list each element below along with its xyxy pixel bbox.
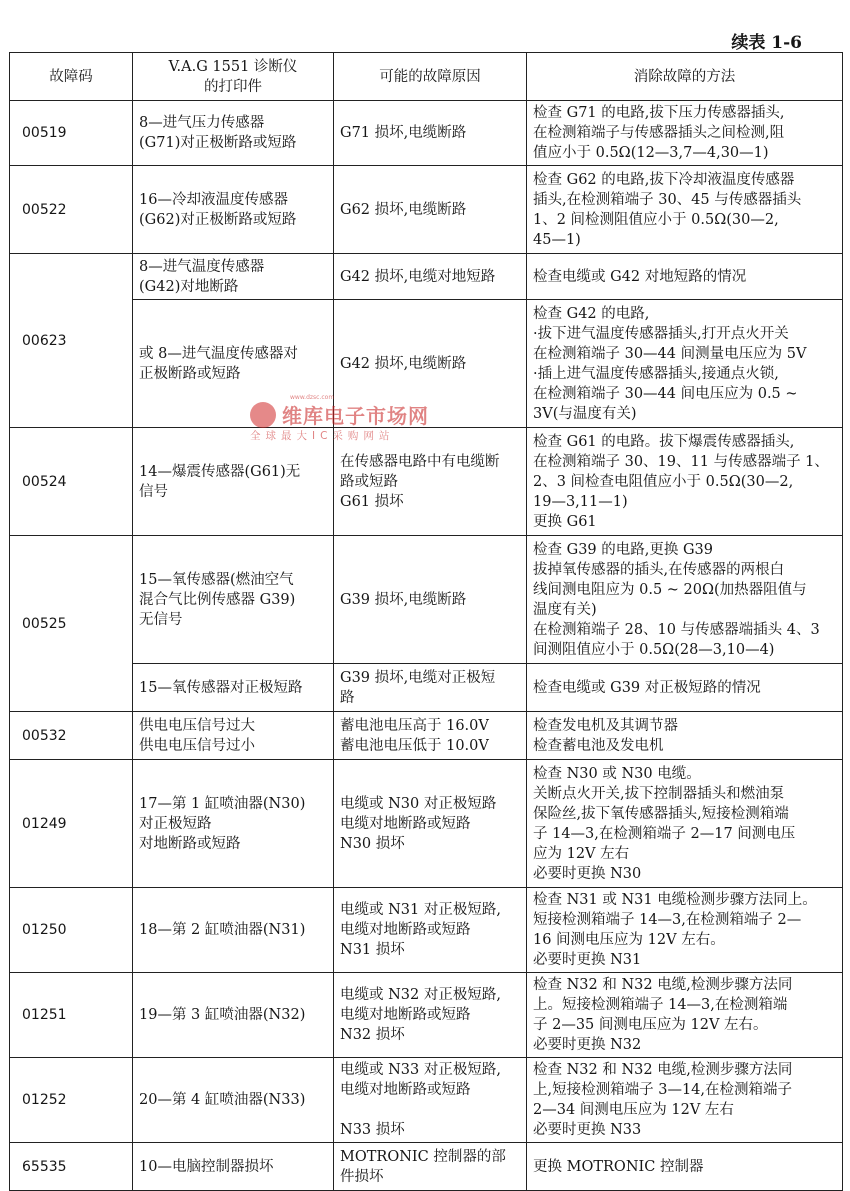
cause-cell: 电缆或 N33 对正极短路, 电缆对地断路或短路 N33 损坏 <box>334 1058 527 1143</box>
table-row <box>10 973 843 1058</box>
printout-cell: 或 8—进气温度传感器对 正极断路或短路 <box>133 300 334 428</box>
fault-code: 01249 <box>10 760 133 888</box>
printout-cell: 15—氧传感器(燃油空气 混合气比例传感器 G39) 无信号 <box>133 536 334 664</box>
table-row <box>10 664 843 712</box>
header-printout: V.A.G 1551 诊断仪 的打印件 <box>133 53 334 101</box>
cause-cell: G39 损坏,电缆断路 <box>334 536 527 664</box>
table-row <box>10 1143 843 1191</box>
watermark <box>250 394 450 444</box>
fault-code: 01250 <box>10 888 133 973</box>
printout-cell: 20—第 4 缸喷油器(N33) <box>133 1058 334 1143</box>
cause-cell: G71 损坏,电缆断路 <box>334 101 527 166</box>
header-row <box>10 53 843 101</box>
printout-cell: 19—第 3 缸喷油器(N32) <box>133 973 334 1058</box>
cause-cell: 电缆或 N31 对正极短路, 电缆对地断路或短路 N31 损坏 <box>334 888 527 973</box>
cause-cell: 电缆或 N32 对正极短路, 电缆对地断路或短路 N32 损坏 <box>334 973 527 1058</box>
fault-code: 01251 <box>10 973 133 1058</box>
remedy-cell: 检查电缆或 G42 对地短路的情况 <box>527 254 843 300</box>
remedy-cell: 检查 G42 的电路, ·拔下进气温度传感器插头,打开点火开关 在检测箱端子 30—44 间测量电压应为 5V ·插上进气温度传感器插头,接通点火锁, 在检测箱端子 30—44 间电压应为 0.5 ~ 3V(与温度有关) <box>527 300 843 428</box>
watermark-logo-icon <box>250 402 276 428</box>
printout-cell: 14—爆震传感器(G61)无 信号 <box>133 428 334 536</box>
cause-cell: 蓄电池电压高于 16.0V 蓄电池电压低于 10.0V <box>334 712 527 760</box>
table-row <box>10 1058 843 1143</box>
fault-code: 00532 <box>10 712 133 760</box>
fault-code: 00623 <box>10 254 133 428</box>
printout-cell: 8—进气压力传感器 (G71)对正极断路或短路 <box>133 101 334 166</box>
remedy-cell: 检查电缆或 G39 对正极短路的情况 <box>527 664 843 712</box>
table-row <box>10 712 843 760</box>
remedy-cell: 检查 G39 的电路,更换 G39 拔掉氧传感器的插头,在传感器的两根白 线间测电阻应为 0.5 ~ 20Ω(加热器阻值与 温度有关) 在检测箱端子 28、10 与传感器端插头 4、3 间测阻值应小于 0.5Ω(28—3,10—4) <box>527 536 843 664</box>
fault-code: 65535 <box>10 1143 133 1191</box>
fault-code-table <box>9 52 843 1191</box>
remedy-cell: 检查 N32 和 N32 电缆,检测步骤方法同 上。短接检测箱端子 14—3,在检测箱端 子 2—35 间测电压应为 12V 左右。 必要时更换 N32 <box>527 973 843 1058</box>
header-cause: 可能的故障原因 <box>334 53 527 101</box>
table-row <box>10 166 843 254</box>
table-row <box>10 254 843 300</box>
cause-cell: MOTRONIC 控制器的部 件损坏 <box>334 1143 527 1191</box>
remedy-cell: 检查 N32 和 N32 电缆,检测步骤方法同 上,短接检测箱端子 3—14,在检测箱端子 2—34 间测电压应为 12V 左右 必要时更换 N33 <box>527 1058 843 1143</box>
header-remedy: 消除故障的方法 <box>527 53 843 101</box>
fault-code: 00525 <box>10 536 133 712</box>
watermark-url: www.dzsc.com <box>290 394 335 401</box>
watermark-title: 维库电子市场网 <box>282 404 429 428</box>
fault-code: 00519 <box>10 101 133 166</box>
watermark-subtitle: 全球最大IC采购网站 <box>250 430 395 442</box>
printout-cell: 18—第 2 缸喷油器(N31) <box>133 888 334 973</box>
printout-cell: 17—第 1 缸喷油器(N30) 对正极短路 对地断路或短路 <box>133 760 334 888</box>
table-row <box>10 760 843 888</box>
cause-cell: 电缆或 N30 对正极短路 电缆对地断路或短路 N30 损坏 <box>334 760 527 888</box>
remedy-cell: 检查 G62 的电路,拔下冷却液温度传感器 插头,在检测箱端子 30、45 与传感器插头 1、2 间检测阻值应小于 0.5Ω(30—2, 45—1) <box>527 166 843 254</box>
table-caption: 续表 1-6 <box>731 33 802 53</box>
cause-cell: G42 损坏,电缆对地短路 <box>334 254 527 300</box>
remedy-cell: 检查 N31 或 N31 电缆检测步骤方法同上。 短接检测箱端子 14—3,在检测箱端子 2— 16 间测电压应为 12V 左右。 必要时更换 N31 <box>527 888 843 973</box>
remedy-cell: 检查 G61 的电路。拔下爆震传感器插头, 在检测箱端子 30、19、11 与传感器端子 1、 2、3 间检查电阻值应小于 0.5Ω(30—2, 19—3,11—1) 更换 G61 <box>527 428 843 536</box>
fault-code: 00524 <box>10 428 133 536</box>
remedy-cell: 检查 N30 或 N30 电缆。 关断点火开关,拔下控制器插头和燃油泵 保险丝,拔下氧传感器插头,短接检测箱端 子 14—3,在检测箱端子 2—17 间测电压 应为 12V 左右 必要时更换 N30 <box>527 760 843 888</box>
remedy-cell: 检查 G71 的电路,拔下压力传感器插头, 在检测箱端子与传感器插头之间检测,阻 值应小于 0.5Ω(12—3,7—4,30—1) <box>527 101 843 166</box>
printout-cell: 16—冷却液温度传感器 (G62)对正极断路或短路 <box>133 166 334 254</box>
fault-code: 00522 <box>10 166 133 254</box>
cause-cell: G39 损坏,电缆对正极短 路 <box>334 664 527 712</box>
table-row <box>10 101 843 166</box>
cause-cell: G62 损坏,电缆断路 <box>334 166 527 254</box>
fault-code: 01252 <box>10 1058 133 1143</box>
table-row <box>10 536 843 664</box>
printout-cell: 供电电压信号过大 供电电压信号过小 <box>133 712 334 760</box>
remedy-cell: 检查发电机及其调节器 检查蓄电池及发电机 <box>527 712 843 760</box>
table-row <box>10 888 843 973</box>
cause-cell: G42 损坏,电缆断路 <box>334 300 527 428</box>
cause-cell: 在传感器电路中有电缆断 路或短路 G61 损坏 <box>334 428 527 536</box>
printout-cell: 10—电脑控制器损坏 <box>133 1143 334 1191</box>
header-code: 故障码 <box>10 53 133 101</box>
remedy-cell: 更换 MOTRONIC 控制器 <box>527 1143 843 1191</box>
printout-cell: 8—进气温度传感器 (G42)对地断路 <box>133 254 334 300</box>
printout-cell: 15—氧传感器对正极短路 <box>133 664 334 712</box>
